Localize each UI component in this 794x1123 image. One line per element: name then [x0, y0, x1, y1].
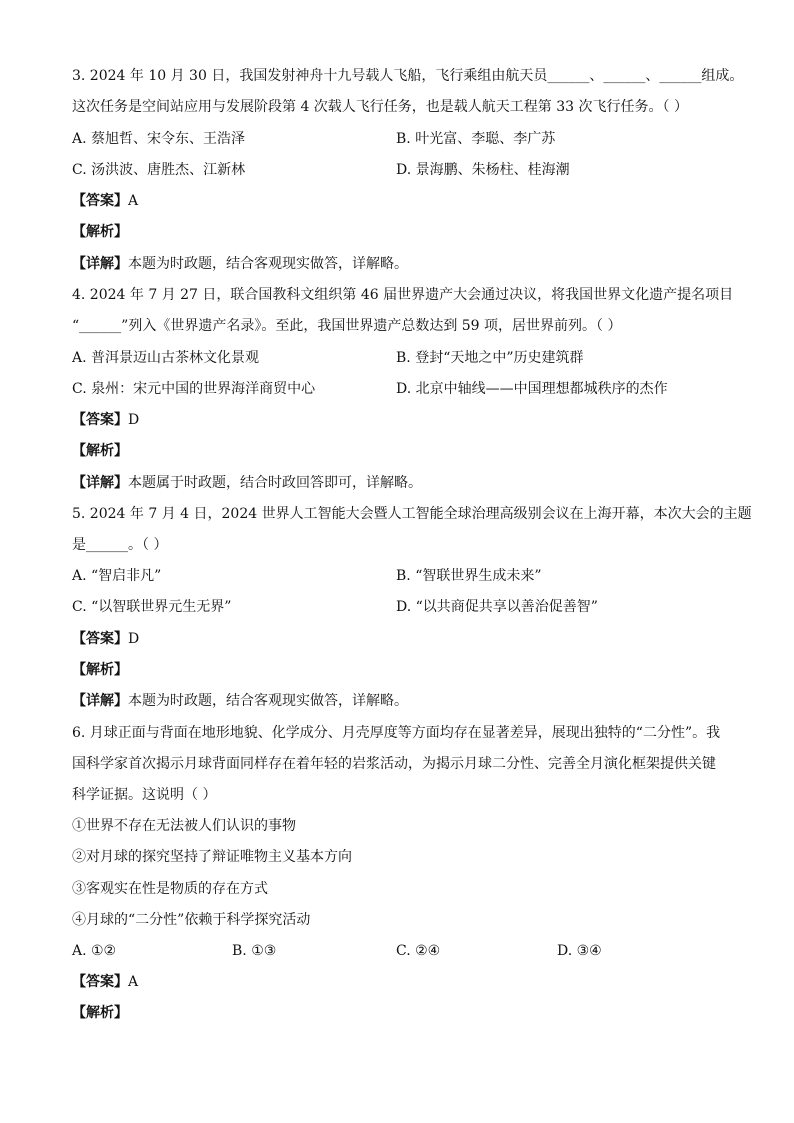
question-6-option-c: C. ②④ — [396, 943, 441, 959]
answer-label: 【答案】 — [72, 974, 128, 990]
question-3-text-line-1: 3. 2024 年 10 月 30 日，我国发射神舟十九号载人飞船，飞行乘组由航天员______、______、______组成。 — [72, 68, 744, 84]
question-3-analysis-label: 【解析】 — [72, 224, 128, 240]
answer-value: A — [128, 193, 139, 209]
question-6-answer — [72, 972, 138, 992]
detail-text: 本题属于时政题，结合时政回答即可，详解略。 — [128, 475, 422, 491]
answer-value: D — [128, 412, 140, 428]
question-4-text-line-2: “______”列入《世界遗产名录》。至此，我国世界遗产总数达到 59 项，居世界前列。（ ） — [72, 318, 622, 334]
question-5-option-b: B. “智联世界生成未来” — [396, 568, 542, 584]
question-5-answer — [72, 629, 139, 649]
question-6-text-line-1: 6. 月球正面与背面在地形地貌、化学成分、月壳厚度等方面均存在显著差异，展现出独特的“二分性”。我 — [72, 725, 721, 741]
question-6-option-d: D. ③④ — [557, 943, 602, 959]
question-3-option-c: C. 汤洪波、唐胜杰、江新林 — [72, 162, 246, 178]
question-6-statement-3: ③客观实在性是物质的存在方式 — [72, 881, 268, 897]
question-4-option-b: B. 登封“天地之中”历史建筑群 — [396, 350, 584, 366]
question-4-text-line-1: 4. 2024 年 7 月 27 日，联合国教科文组织第 46 届世界遗产大会通过决议，将我国世界文化遗产提名项目 — [72, 287, 734, 303]
question-5-detail — [72, 691, 408, 711]
question-3-option-b: B. 叶光富、李聪、李广苏 — [396, 131, 556, 147]
question-3-option-d: D. 景海鹏、朱杨柱、桂海潮 — [396, 162, 570, 178]
answer-value: D — [128, 631, 140, 647]
answer-label: 【答案】 — [72, 412, 128, 428]
detail-text: 本题为时政题，结合客观现实做答，详解略。 — [128, 693, 408, 709]
question-5-option-c: C. “以智联世界元生无界” — [72, 599, 232, 615]
question-4-option-d: D. 北京中轴线——中国理想都城秩序的杰作 — [396, 381, 668, 397]
question-6-option-a: A. ①② — [72, 943, 117, 959]
detail-label: 【详解】 — [72, 693, 128, 709]
question-6-option-b: B. ①③ — [232, 943, 277, 959]
answer-label: 【答案】 — [72, 193, 128, 209]
question-5-text-line-1: 5. 2024 年 7 月 4 日，2024 世界人工智能大会暨人工智能全球治理高级别会议在上海开幕，本次大会的主题 — [72, 506, 752, 522]
question-6-text-line-2: 国科学家首次揭示月球背面同样存在着年轻的岩浆活动，为揭示月球二分性、完善全月演化框架提供关键 — [72, 756, 716, 772]
question-5-analysis-label: 【解析】 — [72, 662, 128, 678]
question-6-statement-2: ②对月球的探究坚持了辩证唯物主义基本方向 — [72, 849, 352, 865]
answer-label: 【答案】 — [72, 631, 128, 647]
question-4-option-a: A. 普洱景迈山古茶林文化景观 — [72, 350, 260, 366]
detail-label: 【详解】 — [72, 256, 128, 272]
detail-text: 本题为时政题，结合客观现实做答，详解略。 — [128, 256, 408, 272]
question-6-statement-4: ④月球的“二分性”依赖于科学探究活动 — [72, 912, 311, 928]
detail-label: 【详解】 — [72, 475, 128, 491]
question-4-detail — [72, 473, 422, 493]
question-6-statement-1: ①世界不存在无法被人们认识的事物 — [72, 818, 296, 834]
question-4-analysis-label: 【解析】 — [72, 443, 128, 459]
question-4-option-c: C. 泉州：宋元中国的世界海洋商贸中心 — [72, 381, 316, 397]
answer-value: A — [128, 974, 139, 990]
question-5-option-a: A. “智启非凡” — [72, 568, 162, 584]
question-5-option-d: D. “以共商促共享以善治促善智” — [396, 599, 598, 615]
question-3-answer — [72, 191, 138, 211]
question-6-analysis-label: 【解析】 — [72, 1005, 128, 1021]
question-3-option-a: A. 蔡旭哲、宋令东、王浩泽 — [72, 131, 246, 147]
question-4-answer — [72, 410, 139, 430]
question-3-text-line-2: 这次任务是空间站应用与发展阶段第 4 次载人飞行任务，也是载人航天工程第 33 次飞行任务。（ ） — [72, 99, 688, 115]
question-5-text-line-2: 是______。（ ） — [72, 537, 168, 553]
question-3-detail — [72, 254, 408, 274]
question-6-text-line-3: 科学证据。这说明（ ） — [72, 787, 217, 803]
